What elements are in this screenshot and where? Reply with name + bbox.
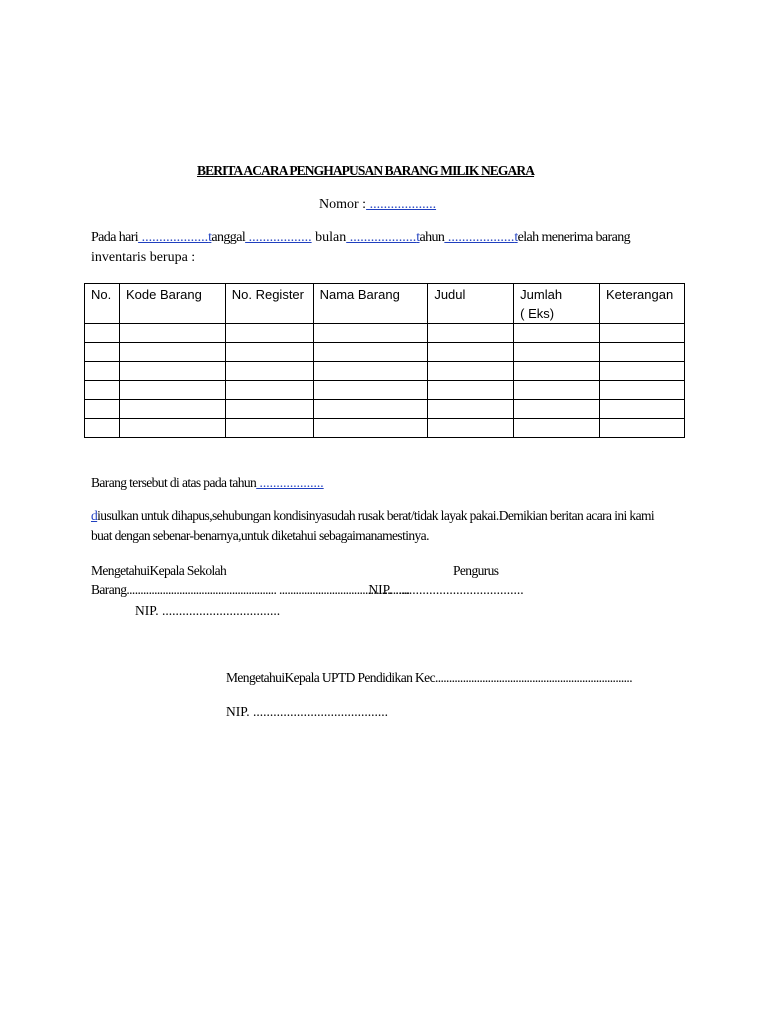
document-title: BERITA ACARA PENGHAPUSAN BARANG MILIK NEGARA [197, 163, 535, 178]
para-diusulkan-line-1 [91, 508, 654, 524]
table-cell [119, 419, 225, 438]
header-jumlah-label: Jumlah [520, 287, 563, 302]
tanggal-text: anggal [211, 230, 246, 245]
table-cell [313, 381, 428, 400]
table-row [85, 419, 685, 438]
intro-line-2: inventaris berupa : [91, 250, 196, 265]
table-cell [599, 419, 684, 438]
table-cell [85, 362, 120, 381]
table-cell [428, 343, 514, 362]
table-cell [119, 400, 225, 419]
tahun-blank: ................... [444, 230, 515, 245]
nomor-label: Nomor : [319, 197, 367, 212]
tanggal-blank: .................. [245, 230, 312, 245]
table-cell [428, 362, 514, 381]
header-no-register: No. Register [225, 284, 313, 324]
table-cell [313, 362, 428, 381]
signature-left-label: MengetahuiKepala Sekolah [91, 563, 227, 578]
table-cell [428, 400, 514, 419]
table-cell [119, 362, 225, 381]
intro-line-1 [91, 230, 630, 246]
table-cell [225, 324, 313, 343]
header-judul: Judul [428, 284, 514, 324]
header-nama-barang: Nama Barang [313, 284, 428, 324]
para-barang-tersebut [91, 475, 324, 491]
para-diusulkan-line-2: buat dengan sebenar-benarnya,untuk diketahui sebagaimanamestinya. [91, 528, 429, 543]
table-row [85, 400, 685, 419]
bulan-blank: ................... [346, 230, 417, 245]
table-cell [85, 381, 120, 400]
nomor-blank: ................... [366, 197, 437, 212]
table-header-row [85, 284, 685, 324]
telah-text: elah menerima barang [517, 230, 631, 245]
nip-uptd: NIP. ........................................ [226, 704, 389, 719]
table-cell [225, 419, 313, 438]
header-kode-barang: Kode Barang [119, 284, 225, 324]
table-cell [514, 400, 600, 419]
table-cell [514, 419, 600, 438]
nip-left: NIP. ................................... [135, 603, 281, 618]
table-cell [514, 343, 600, 362]
tahun-prefix: t [416, 230, 420, 245]
table-cell [599, 400, 684, 419]
table-cell [85, 324, 120, 343]
pada-hari-text: Pada hari [91, 230, 139, 245]
nip-right: NIP. ...................................... [368, 582, 524, 597]
para-barang-blank: ................... [256, 475, 324, 490]
table-cell [225, 343, 313, 362]
table-row [85, 362, 685, 381]
table-cell [599, 381, 684, 400]
table-cell [225, 362, 313, 381]
tanggal-prefix: t [208, 230, 212, 245]
table-cell [428, 419, 514, 438]
table-cell [514, 324, 600, 343]
header-no: No. [85, 284, 120, 324]
para-barang-text: Barang tersebut di atas pada tahun [91, 475, 257, 490]
table-cell [313, 419, 428, 438]
table-cell [85, 343, 120, 362]
barang-dots: Barang...................................................... ............................................... [91, 582, 410, 597]
uptd-label: MengetahuiKepala UPTD Pendidikan Kec....................................................................... [226, 670, 632, 685]
table-cell [119, 381, 225, 400]
header-jumlah-sub: ( Eks) [520, 306, 555, 321]
hari-blank: ................... [138, 230, 209, 245]
nomor-line [319, 197, 436, 213]
table-cell [119, 324, 225, 343]
telah-prefix: t [514, 230, 518, 245]
para-diusulkan-d: d [91, 508, 98, 523]
table-cell [514, 362, 600, 381]
table-row [85, 324, 685, 343]
table-row [85, 381, 685, 400]
header-jumlah [514, 284, 600, 324]
table-cell [313, 324, 428, 343]
table-cell [225, 381, 313, 400]
signature-right-label: Pengurus [453, 563, 499, 578]
table-cell [514, 381, 600, 400]
inventory-table [84, 283, 685, 438]
table-cell [599, 343, 684, 362]
table-cell [599, 362, 684, 381]
table-cell [119, 343, 225, 362]
para-diusulkan-text: iusulkan untuk dihapus,sehubungan kondisinyasudah rusak berat/tidak layak pakai.Demikian beritan acara ini kami [97, 508, 655, 523]
table-cell [428, 381, 514, 400]
table-cell [313, 400, 428, 419]
signature-barang-line [91, 582, 524, 598]
table-cell [85, 400, 120, 419]
table-cell [599, 324, 684, 343]
tahun-text: ahun [419, 230, 445, 245]
table-cell [313, 343, 428, 362]
table-cell [85, 419, 120, 438]
header-keterangan: Keterangan [599, 284, 684, 324]
table-cell [428, 324, 514, 343]
bulan-text: bulan [315, 230, 347, 245]
table-cell [225, 400, 313, 419]
table-row [85, 343, 685, 362]
